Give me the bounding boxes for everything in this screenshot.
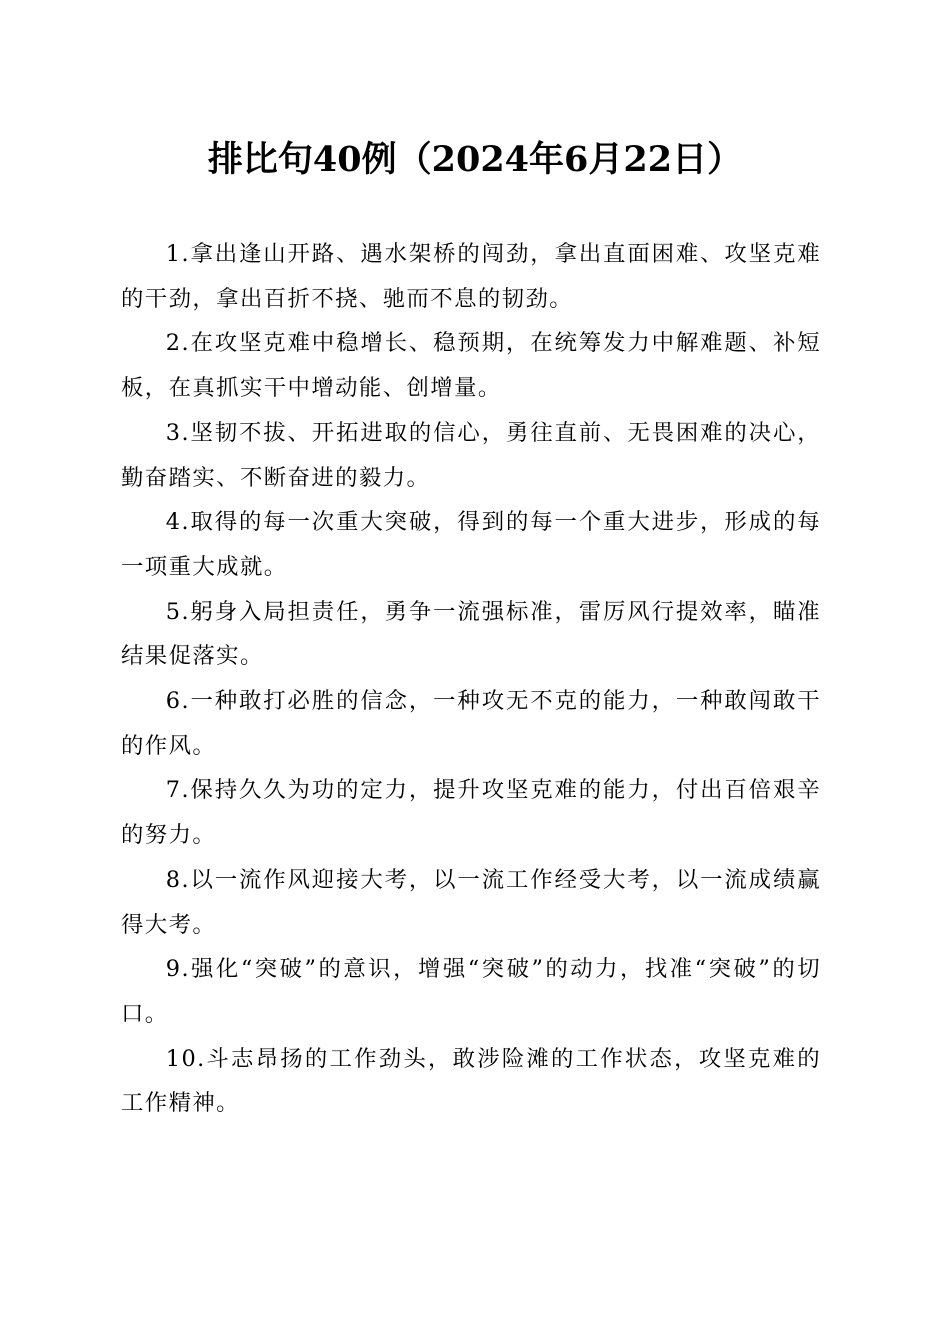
list-item: 5.躬身入局担责任，勇争一流强标准，雷厉风行提效率，瞄准结果促落实。 bbox=[121, 598, 821, 670]
list-item: 7.保持久久为功的定力，提升攻坚克难的能力，付出百倍艰辛的努力。 bbox=[121, 777, 821, 849]
page-title: 排比句40例（2024年6月22日） bbox=[207, 139, 743, 180]
list-item: 4.取得的每一次重大突破，得到的每一个重大进步，形成的每一项重大成就。 bbox=[121, 509, 821, 580]
document-body bbox=[121, 232, 821, 1126]
list-item: 2.在攻坚克难中稳增长、稳预期，在统筹发力中解难题、补短板，在真抓实干中增动能、创增量。 bbox=[121, 330, 821, 402]
list-item: 8.以一流作风迎接大考，以一流工作经受大考，以一流成绩赢得大考。 bbox=[121, 866, 821, 938]
list-item: 1.拿出逢山开路、遇水架桥的闯劲，拿出直面困难、攻坚克难的干劲，拿出百折不挠、驰而不息的韧劲。 bbox=[121, 241, 821, 312]
list-item: 10.斗志昂扬的工作劲头，敢涉险滩的工作状态，攻坚克难的工作精神。 bbox=[121, 1045, 821, 1117]
list-item: 6.一种敢打必胜的信念，一种攻无不克的能力，一种敢闯敢干的作风。 bbox=[121, 688, 821, 759]
list-item: 3.坚韧不拔、开拓进取的信心，勇往直前、无畏困难的决心，勤奋踏实、不断奋进的毅力。 bbox=[121, 419, 821, 491]
list-item: 9.强化“突破”的意识，增强“突破”的动力，找准“突破”的切口。 bbox=[121, 956, 821, 1027]
